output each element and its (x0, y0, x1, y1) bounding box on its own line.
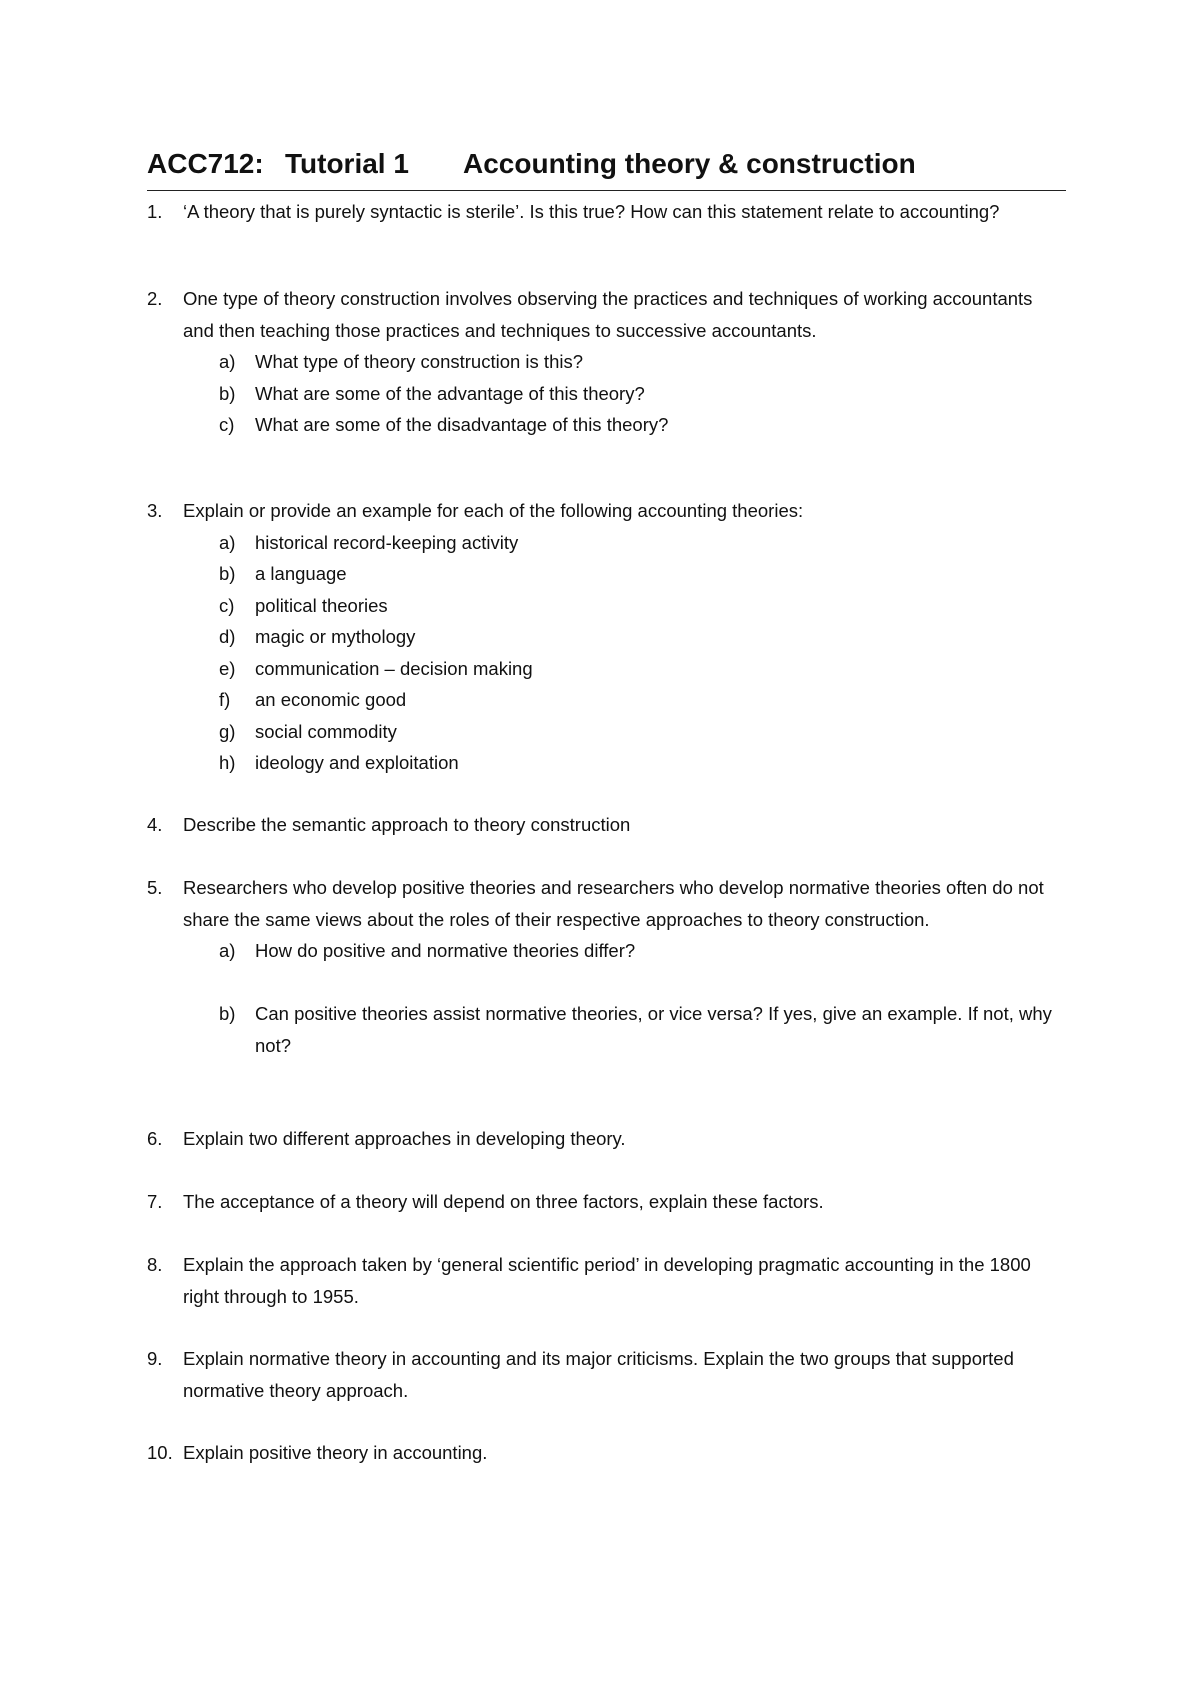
question-2 (147, 283, 1066, 441)
sub-question-list (219, 527, 1066, 779)
question-number: 7. (147, 1191, 163, 1212)
sub-question-list (219, 935, 1066, 1061)
sub-question-letter: h) (219, 752, 236, 773)
question-8 (147, 1249, 1066, 1312)
sub-question-text: an economic good (255, 689, 407, 710)
sub-question-letter: c) (219, 594, 235, 616)
question-6 (147, 1123, 1066, 1155)
question-text: Explain two different approaches in developing theory. (183, 1128, 626, 1149)
question-text: Describe the semantic approach to theory construction (183, 814, 631, 835)
question-9 (147, 1343, 1066, 1406)
question-4 (147, 809, 1066, 841)
question-number: 6. (147, 1128, 163, 1149)
sub-question-text: What are some of the advantage of this theory? (255, 382, 645, 404)
sub-question-text: Can positive theories assist normative theories, or vice versa? If yes, give an example. If not, why not? (255, 1003, 1052, 1056)
sub-question (219, 621, 1066, 653)
sub-question-text: political theories (255, 594, 388, 616)
question-number: 3. (147, 500, 163, 521)
question-1 (147, 196, 1066, 228)
sub-question-letter: a) (219, 531, 236, 553)
sub-question (219, 747, 1066, 779)
question-number: 10. (147, 1442, 173, 1463)
course-code: ACC712: (147, 148, 264, 179)
sub-question-letter: c) (219, 414, 235, 435)
sub-question-text: ideology and exploitation (255, 752, 459, 773)
question-text: One type of theory construction involves observing the practices and techniques of working accountants and then teaching those practices and techniques to successive accountants. (183, 288, 1033, 341)
question-text: Explain normative theory in accounting and its major criticisms. Explain the two groups that supported normative theory approach. (183, 1348, 1014, 1401)
sub-question-letter: a) (219, 940, 236, 961)
sub-question-text: How do positive and normative theories differ? (255, 940, 636, 961)
question-number: 2. (147, 288, 163, 309)
sub-question-text: a language (255, 563, 347, 584)
sub-question (219, 935, 1066, 967)
sub-question (219, 346, 1066, 378)
sub-question-letter: a) (219, 351, 236, 372)
page-title (147, 148, 1066, 191)
question-number: 9. (147, 1348, 163, 1369)
question-5 (147, 872, 1066, 1061)
question-10 (147, 1437, 1066, 1469)
sub-question-text: social commodity (255, 720, 397, 742)
sub-question (219, 558, 1066, 590)
sub-question (219, 590, 1066, 622)
sub-question (219, 527, 1066, 559)
question-text: Explain the approach taken by ‘general scientific period’ in developing pragmatic accounting in the 1800 right through to 1955. (183, 1254, 1031, 1307)
question-text: Explain positive theory in accounting. (183, 1442, 488, 1463)
sub-question-letter: g) (219, 720, 236, 742)
question-number: 1. (147, 201, 163, 222)
question-text: The acceptance of a theory will depend on three factors, explain these factors. (183, 1191, 824, 1212)
question-text: ‘A theory that is purely syntactic is sterile’. Is this true? How can this statement relate to accounting? (183, 201, 1000, 222)
sub-question-letter: e) (219, 657, 236, 679)
sub-question-text: What are some of the disadvantage of this theory? (255, 414, 669, 435)
question-number: 4. (147, 814, 163, 835)
question-3 (147, 495, 1066, 779)
question-text: Explain or provide an example for each of the following accounting theories: (183, 500, 804, 521)
sub-question-text: communication – decision making (255, 657, 533, 679)
question-number: 5. (147, 877, 163, 898)
sub-question-letter: b) (219, 563, 236, 584)
sub-question (219, 684, 1066, 716)
sub-question (219, 409, 1066, 441)
sub-question (219, 716, 1066, 748)
sub-question (219, 653, 1066, 685)
tutorial-topic: Accounting theory & construction (463, 148, 916, 179)
sub-question-text: historical record-keeping activity (255, 531, 519, 553)
question-text: Researchers who develop positive theories and researchers who develop normative theories often do not share the same views about the roles of their respective approaches to theory construction. (183, 877, 1044, 930)
sub-question (219, 378, 1066, 410)
sub-question-text: What type of theory construction is this? (255, 351, 584, 372)
sub-question-letter: d) (219, 626, 236, 647)
sub-question (219, 998, 1066, 1061)
sub-question-letter: b) (219, 382, 236, 404)
sub-question-list (219, 346, 1066, 441)
question-7 (147, 1186, 1066, 1218)
sub-question-text: magic or mythology (255, 626, 416, 647)
question-number: 8. (147, 1254, 163, 1275)
sub-question-letter: b) (219, 1003, 236, 1024)
blank-line (219, 967, 1066, 999)
tutorial-number: Tutorial 1 (285, 148, 409, 179)
sub-question-letter: f) (219, 689, 231, 710)
